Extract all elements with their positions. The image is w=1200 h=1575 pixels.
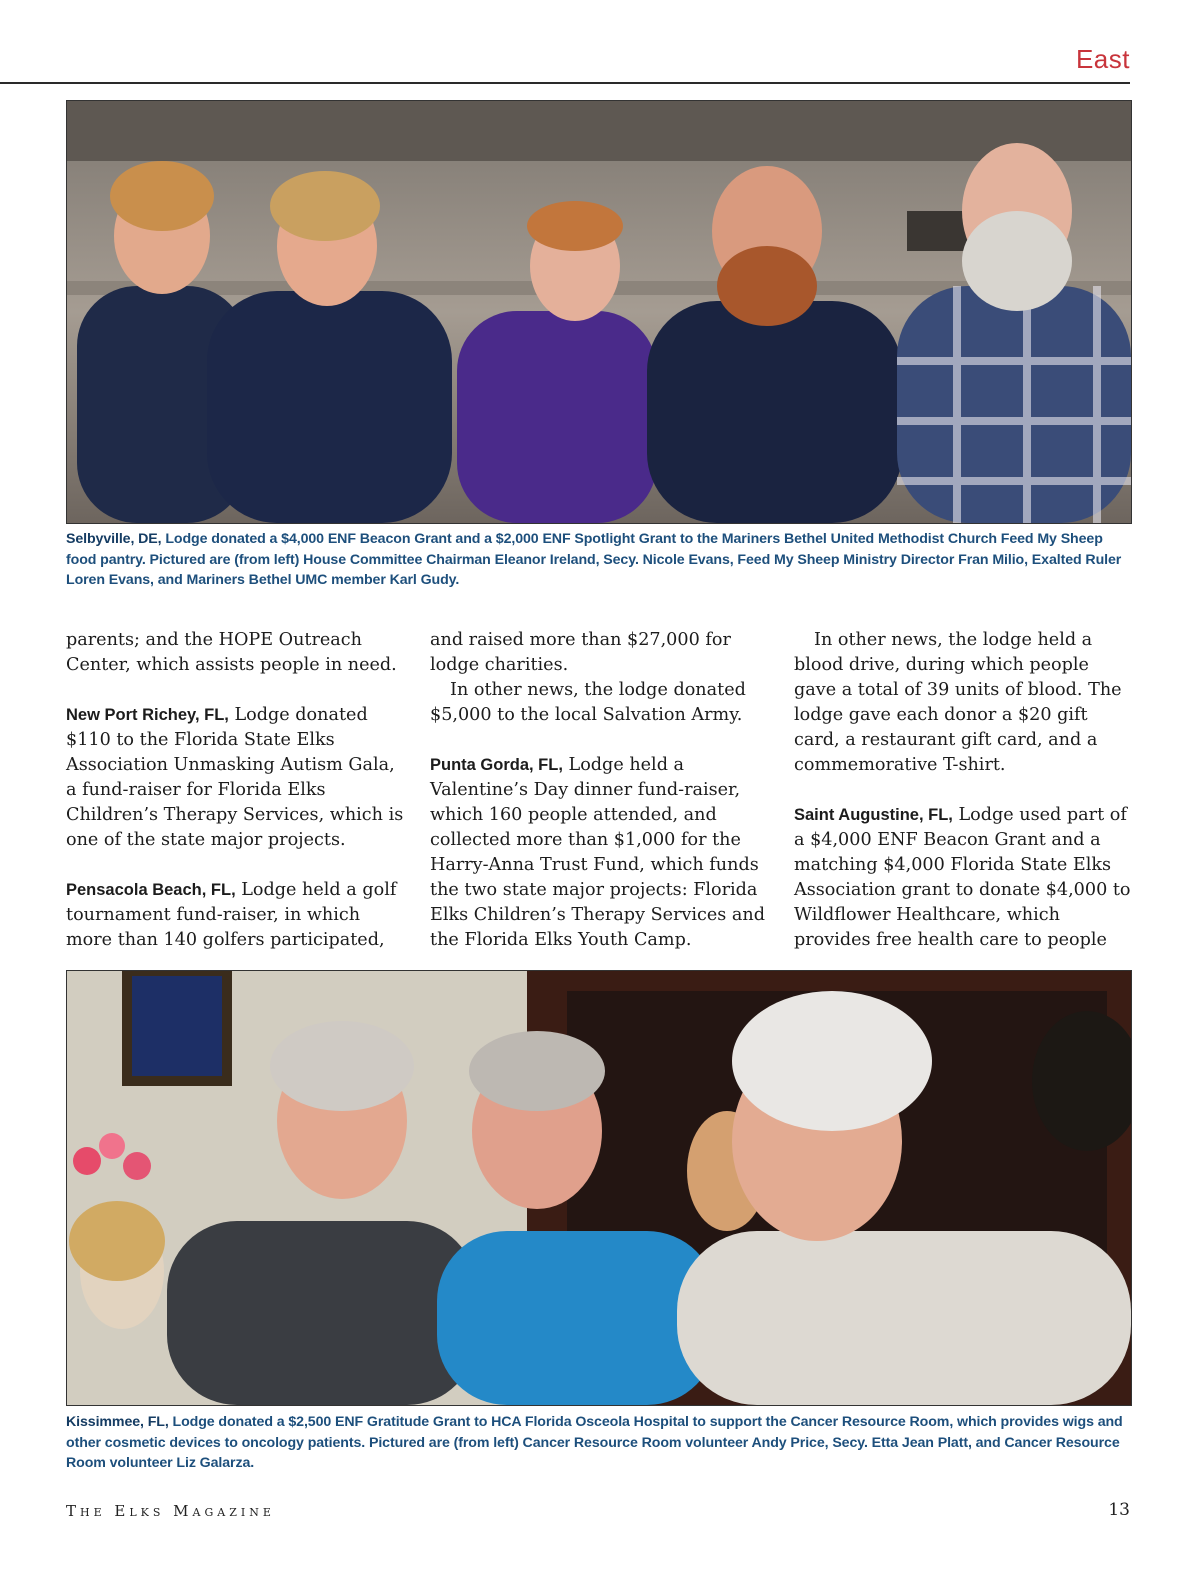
article-column-3 <box>794 628 1134 953</box>
page-number: 13 <box>1108 1500 1130 1520</box>
caption-place: Kissimmee, FL, <box>66 1414 169 1430</box>
paragraph: In other news, the lodge donated $5,000 to the local Salvation Army. <box>430 680 746 725</box>
paragraph-text: Lodge held a Valentine’s Day dinner fund-raiser, which 160 people attended, and collected more than $1,000 for the Harry-Anna Trust Fund, which funds the two state major projects: Florida Elks Children’s Therapy Services and the Florida Elks Youth Camp. <box>430 755 766 950</box>
paragraph-pensacola-beach <box>66 878 406 953</box>
header-rule <box>0 82 1130 84</box>
photo-caption-kissimmee <box>66 1412 1130 1474</box>
paragraph-text: Lodge used part of a $4,000 ENF Beacon Grant and a matching $4,000 Florida State Elks Association grant to donate $4,000 to Wildflower Healthcare, which provides free health care to people <box>794 805 1131 950</box>
photo-kissimmee <box>66 970 1132 1406</box>
photo-kissimmee-illustration <box>67 971 1131 1405</box>
photo-selbyville <box>66 100 1132 524</box>
paragraph: In other news, the lodge held a blood drive, during which people gave a total of 39 units of blood. The lodge gave each donor a $20 gift card, a restaurant gift card, and a commemorative T-shirt. <box>794 630 1122 775</box>
paragraph-text: Lodge donated $110 to the Florida State Elks Association Unmasking Autism Gala, a fund-raiser for Florida Elks Children’s Therapy Services, which is one of the state major projects. <box>66 705 404 850</box>
section-label: East <box>1075 44 1130 74</box>
place-name: New Port Richey, FL, <box>66 706 229 724</box>
paragraph-text: Lodge held a golf tournament fund-raiser, in which more than 140 golfers participated, <box>66 880 397 950</box>
place-name: Punta Gorda, FL, <box>430 756 563 774</box>
article-column-1 <box>66 628 406 953</box>
photo-caption-selbyville <box>66 529 1130 591</box>
photo-selbyville-illustration <box>67 101 1131 523</box>
article-column-2 <box>430 628 770 953</box>
paragraph-punta-gorda <box>430 753 770 953</box>
caption-text: Lodge donated a $2,500 ENF Gratitude Grant to HCA Florida Osceola Hospital to support the Cancer Resource Room, which provides wigs and other cosmetic devices to oncology patients. Pictured are (from left) Cancer Resource Room volunteer Andy Price, Secy. Etta Jean Platt, and Cancer Resource Room volunteer Liz Galarza. <box>66 1414 1123 1471</box>
paragraph-saint-augustine <box>794 803 1134 953</box>
paragraph: parents; and the HOPE Outreach Center, which assists people in need. <box>66 630 397 675</box>
caption-text: Lodge donated a $4,000 ENF Beacon Grant and a $2,000 ENF Spotlight Grant to the Mariners Bethel United Methodist Church Feed My Sheep food pantry. Pictured are (from left) House Committee Chairman Eleanor Ireland, Secy. Nicole Evans, Feed My Sheep Ministry Director Fran Milio, Exalted Ruler Loren Evans, and Mariners Bethel UMC member Karl Gudy. <box>66 531 1122 588</box>
place-name: Saint Augustine, FL, <box>794 806 953 824</box>
caption-place: Selbyville, DE, <box>66 531 162 547</box>
paragraph-new-port-richey <box>66 703 406 853</box>
publication-title: The Elks Magazine <box>66 1502 275 1520</box>
paragraph: and raised more than $27,000 for lodge charities. <box>430 630 731 675</box>
place-name: Pensacola Beach, FL, <box>66 881 236 899</box>
